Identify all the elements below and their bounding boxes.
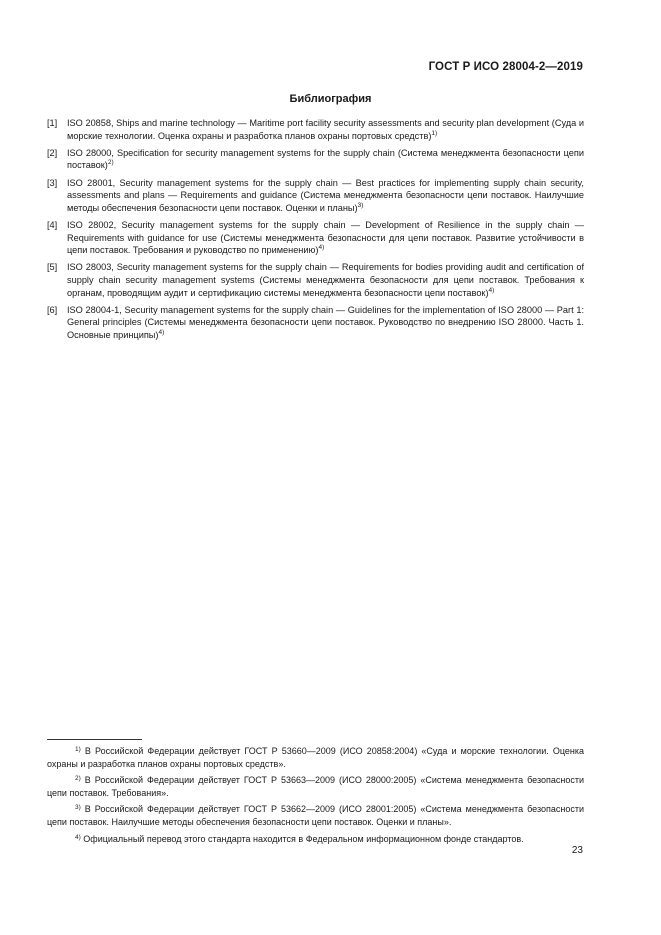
footnote-mark: 3)	[75, 804, 81, 812]
footnote-ref: 4)	[318, 244, 325, 252]
reference-item	[47, 304, 584, 342]
reference-text: ISO 20858, Ships and marine technology — Maritime port facility security assessments and security plan development (Суда и морские технологии. Оценка охраны и разработка планов охраны портовых средств)$^{1)}$	[67, 118, 584, 141]
reference-text: ISO 28001, Security management systems for the supply chain — Best practices for implementing supply chain security, assessments and plans — Requirements and guidance (Система менеджмента безопасности цепи поставок. Наилучшие методы обеспечения безопасности цепи поставок. Оценки и планы)$^{3)}$	[67, 177, 584, 213]
footnote	[47, 833, 584, 846]
reference-number: [6]	[47, 304, 58, 315]
reference-item	[47, 261, 584, 299]
footnote-text: Официальный перевод этого стандарта находится в Федеральном информационном фонде стандартов.	[83, 833, 524, 844]
footnote	[47, 803, 584, 829]
footnote-text: В Российской Федерации действует ГОСТ Р 53662—2009 (ИСО 28001:2005) «Система менеджмента безопасности цепи поставок. Наилучшие методы обеспечения безопасности цепи поставок. Оценки и планы».	[47, 804, 584, 828]
footnote-mark: 1)	[75, 746, 81, 753]
footnote-divider	[47, 739, 142, 740]
document-code-header: ГОСТ Р ИСО 28004-2—2019	[428, 61, 583, 73]
page-number: 23	[571, 845, 583, 856]
footnote-text: В Российской Федерации действует ГОСТ Р 53660—2009 (ИСО 20858:2004) «Суда и морские технологии. Оценка охраны и разработка планов охраны портовых средств».	[47, 746, 584, 769]
reference-number: [1]	[47, 118, 58, 128]
reference-list	[47, 117, 584, 346]
footnote	[47, 774, 584, 800]
footnote-mark: 2)	[75, 775, 81, 783]
footnote-ref: 1)	[431, 129, 438, 137]
footnote-ref: 4)	[158, 328, 165, 336]
footnote	[47, 745, 584, 771]
reference-item	[47, 219, 584, 257]
reference-text: ISO 28000, Specification for security management systems for the supply chain (Система менеджмента безопасности цепи поставок)$^{2)}$	[67, 147, 584, 171]
footnote-ref: 2)	[107, 159, 114, 167]
footnote-mark: 4)	[75, 833, 81, 841]
footnote-text: В Российской Федерации действует ГОСТ Р 53663—2009 (ИСО 28000:2005) «Система менеджмента безопасности цепи поставок. Требования».	[47, 775, 584, 798]
footnote-ref: 4)	[488, 286, 495, 294]
footnote-list	[47, 745, 584, 849]
reference-text: ISO 28002, Security management systems for the supply chain — Development of Resilience in the supply chain — Requirements with guidance for use (Системы менеджмента безопасности для цепи поставок. Развитие устойчивости в цепи поставок. Требования и руководство по применению)$^{4)}$	[67, 219, 584, 256]
reference-text: ISO 28004-1, Security management systems for the supply chain — Guidelines for the implementation of ISO 28000 — Part 1: General principles (Системы менеджмента безопасности цепи поставок. Руководство по внедрению ISO 28000. Часть 1. Основные принципы)$^{4)}$	[67, 304, 584, 340]
bibliography-title: Библиография	[289, 93, 372, 105]
footnote-ref: 3)	[357, 201, 364, 209]
reference-item	[47, 177, 584, 215]
reference-item	[47, 117, 584, 142]
reference-number: [3]	[47, 177, 58, 188]
reference-text: ISO 28003, Security management systems for the supply chain — Requirements for bodies providing audit and certification of supply chain security management systems (Системы менеджмента безопасности для цепи поставок. Требования к органам, проводящим аудит и сертификацию системы менеджмента безопасности цепи поставок)$^{4)}$	[67, 262, 584, 298]
reference-number: [2]	[47, 147, 58, 158]
reference-number: [4]	[47, 219, 58, 230]
reference-item	[47, 147, 584, 172]
reference-number: [5]	[47, 262, 58, 273]
